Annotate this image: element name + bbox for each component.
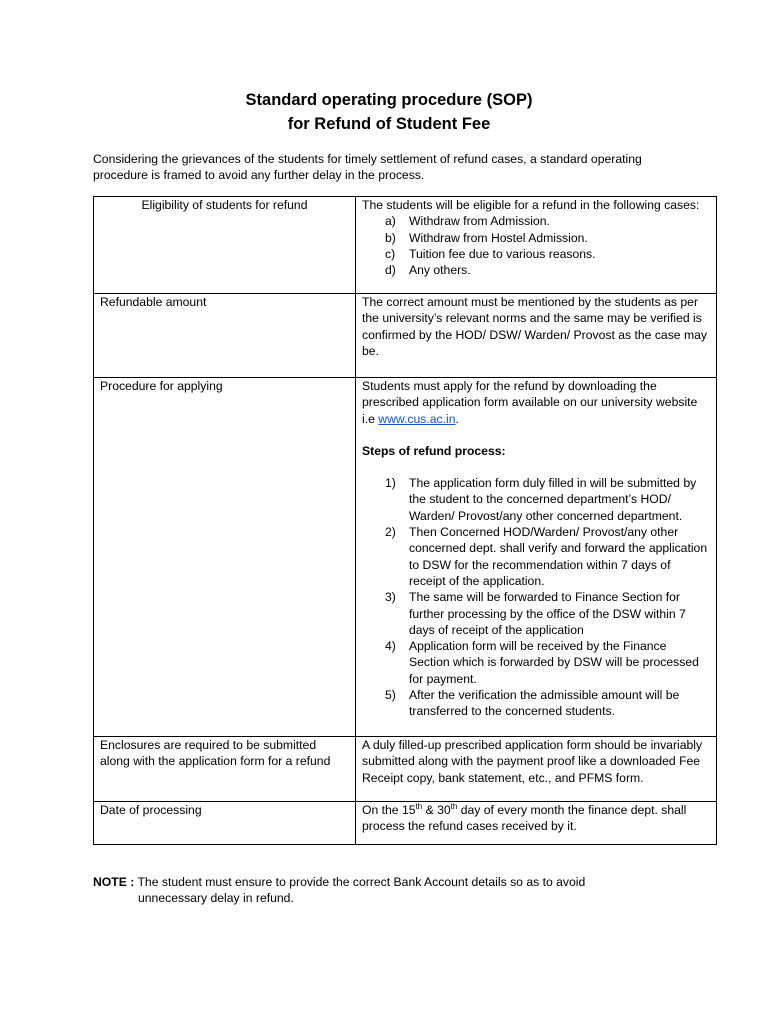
eligibility-list bbox=[362, 213, 710, 278]
list-item bbox=[362, 687, 710, 720]
website-link[interactable]: www.cus.ac.in bbox=[378, 411, 456, 426]
procedure-punct: . bbox=[455, 411, 459, 426]
list-marker: d) bbox=[385, 263, 396, 278]
row-label: Enclosures are required to be submitted along with the application form for a refund bbox=[94, 737, 356, 802]
list-item-text: Withdraw from Hostel Admission. bbox=[409, 230, 588, 245]
list-item bbox=[362, 262, 710, 278]
row-label: Date of processing bbox=[94, 802, 356, 845]
table-row-amount bbox=[94, 294, 717, 378]
list-marker: 4) bbox=[385, 639, 396, 654]
list-item-text: The same will be forwarded to Finance Section for further processing by the office of the DSW within 7 days of receipt of the application bbox=[409, 590, 686, 637]
list-item bbox=[362, 638, 710, 687]
intro-line: procedure is framed to avoid any further delay in the process. bbox=[93, 168, 425, 183]
list-item-text: Withdraw from Admission. bbox=[409, 214, 550, 229]
steps-list bbox=[362, 475, 710, 719]
note-label: NOTE : bbox=[93, 875, 135, 889]
row-label: Refundable amount bbox=[94, 294, 356, 378]
processing-text: & 30 bbox=[422, 803, 451, 817]
row-content: A duly filled-up prescribed application form should be invariably submitted along with the payment proof like a downloaded Fee Receipt copy, bank statement, etc., and PFMS form. bbox=[356, 737, 717, 802]
list-marker: c) bbox=[385, 246, 396, 261]
row-content: The correct amount must be mentioned by the students as per the university’s relevant norms and the same may be verified is confirmed by the HOD/ DSW/ Warden/ Provost as the case may be. bbox=[356, 294, 717, 378]
list-marker: 1) bbox=[385, 476, 396, 491]
ordinal-suffix: th bbox=[415, 801, 423, 811]
processing-text: day of every month the finance dept. shall process the refund cases received by it. bbox=[362, 803, 687, 834]
list-item-text: The application form duly filled in will be submitted by the student to the concerned department’s HOD/ Warden/ Provost/any other concerned department. bbox=[409, 476, 697, 523]
procedure-text: Students must apply for the refund by downloading the prescribed application form available on our university website i.e bbox=[362, 379, 698, 426]
list-item-text: Tuition fee due to various reasons. bbox=[409, 246, 596, 261]
list-marker: 5) bbox=[385, 688, 396, 703]
list-item bbox=[362, 246, 710, 262]
table-row-enclosures bbox=[94, 737, 717, 802]
note-line: unnecessary delay in refund. bbox=[138, 891, 294, 906]
row-content bbox=[356, 197, 717, 294]
page-title: Standard operating procedure (SOP) bbox=[245, 91, 533, 109]
list-item-text: Application form will be received by the Finance Section which is forwarded by DSW will be processed for payment. bbox=[409, 639, 699, 686]
list-marker: b) bbox=[385, 230, 396, 245]
intro-paragraph bbox=[93, 151, 733, 184]
row-content bbox=[356, 802, 717, 845]
table-row-eligibility bbox=[94, 197, 717, 294]
processing-text: On the 15 bbox=[362, 803, 416, 817]
intro-line: Considering the grievances of the students for timely settlement of refund cases, a standard operating bbox=[93, 152, 642, 166]
list-marker: a) bbox=[385, 214, 396, 229]
table-row-processing bbox=[94, 802, 717, 845]
table-row-procedure bbox=[94, 378, 717, 737]
procedure-intro bbox=[362, 378, 710, 427]
row-label: Eligibility of students for refund bbox=[94, 197, 356, 294]
page-subtitle: for Refund of Student Fee bbox=[287, 115, 491, 133]
list-item bbox=[362, 230, 710, 246]
list-item bbox=[362, 524, 710, 589]
row-label: Procedure for applying bbox=[94, 378, 356, 737]
eligibility-intro: The students will be eligible for a refund in the following cases: bbox=[362, 198, 700, 212]
list-item bbox=[362, 213, 710, 229]
list-item-text: Any others. bbox=[409, 263, 471, 278]
list-item-text: After the verification the admissible amount will be transferred to the concerned students. bbox=[409, 688, 680, 719]
note-text: The student must ensure to provide the correct Bank Account details so as to avoid bbox=[134, 875, 586, 889]
list-item bbox=[362, 589, 710, 638]
note-line bbox=[93, 874, 733, 890]
sop-table bbox=[93, 196, 717, 845]
list-marker: 3) bbox=[385, 590, 396, 605]
ordinal-suffix: th bbox=[450, 801, 458, 811]
row-content bbox=[356, 378, 717, 737]
note-paragraph bbox=[93, 874, 733, 907]
list-item bbox=[362, 475, 710, 524]
list-marker: 2) bbox=[385, 525, 396, 540]
list-item-text: Then Concerned HOD/Warden/ Provost/any other concerned dept. shall verify and forward the application to DSW for the recommendation within 7 days of receipt of the application. bbox=[409, 525, 708, 588]
steps-heading: Steps of refund process: bbox=[362, 443, 506, 458]
